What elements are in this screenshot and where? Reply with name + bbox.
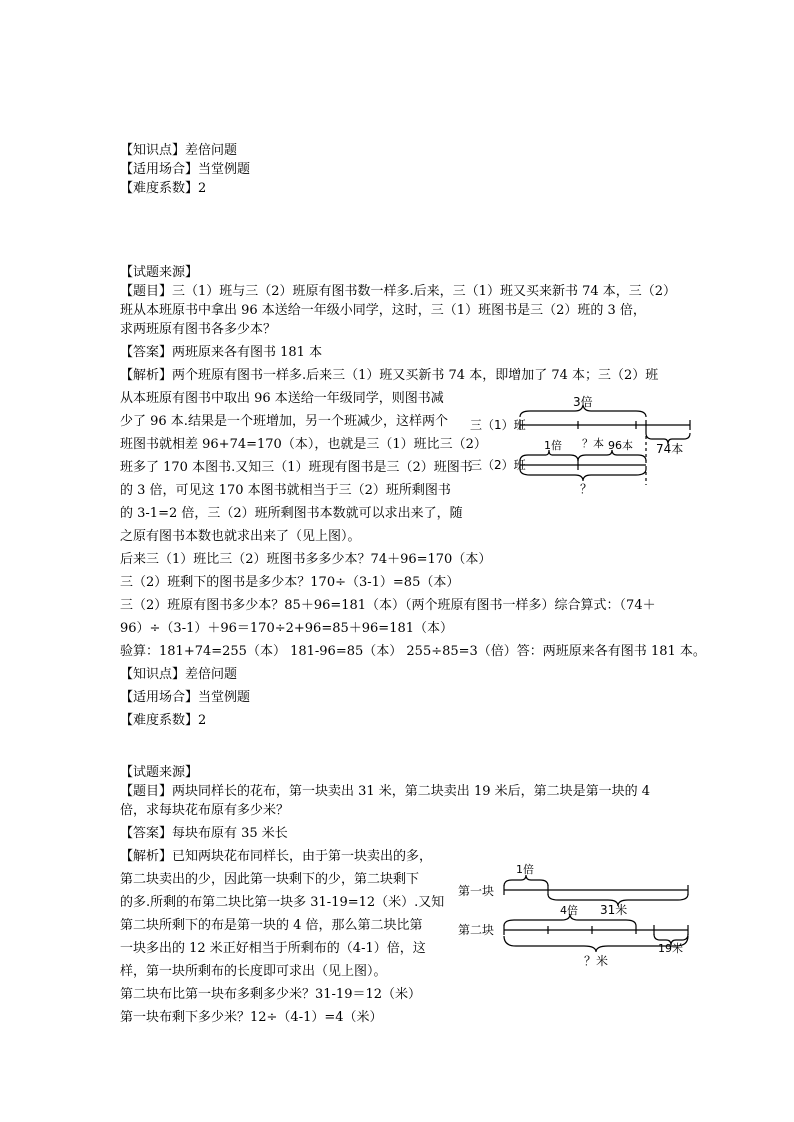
solution-step: 第二块布比第一块布多剩多少米？31-19＝12（米） <box>120 987 422 1002</box>
analysis-line: 少了 96 本.结果是一个班增加，另一个班减少，这样两个 <box>120 414 448 429</box>
solution-step: 第一块布剩下多少米？12÷（4-1）=4（米） <box>120 1010 383 1025</box>
analysis-line: 【解析】已知两块花布同样长，由于第一块卖出的多， <box>120 849 433 864</box>
brace-total <box>520 469 646 481</box>
question-line: 【题目】两块同样长的花布，第一块卖出 31 米，第二块卖出 19 米后，第二块是第一块的 4 <box>120 784 651 799</box>
solution-step: 三（2）班剩下的图书是多少本？170÷（3-1）=85（本） <box>120 575 460 590</box>
label-74: 74本 <box>656 442 684 456</box>
row2-label: 三（2）班 <box>470 458 526 472</box>
label-1x: 1倍 <box>544 439 562 452</box>
analysis-line: 班图书就相差 96+74=170（本），也就是三（1）班比三（2） <box>120 437 487 452</box>
analysis-line: 第二块卖出的少，因此第一块剩下的少，第二块剩下 <box>120 872 420 887</box>
question-line: 求两班原有图书各多少本？ <box>120 322 277 337</box>
row2-label: 第二块 <box>458 923 495 937</box>
label-3x: 3倍 <box>573 395 593 409</box>
source-label: 【试题来源】 <box>120 765 199 780</box>
difficulty: 【难度系数】2 <box>120 181 207 196</box>
answer-line: 【答案】每块布原有 35 米长 <box>120 826 288 841</box>
analysis-line: 样，第一块所剩布的长度即可求出（见上图）。 <box>120 964 387 979</box>
applicable-scene: 【适用场合】当堂例题 <box>120 690 251 705</box>
label-96: 96本 <box>608 439 633 452</box>
source-label: 【试题来源】 <box>120 265 199 280</box>
label-q-ben: ？本 <box>582 437 604 450</box>
brace-1x <box>504 875 548 886</box>
label-31: 31米 <box>600 903 628 917</box>
solution-step: 96）÷（3-1）＋96＝170÷2+96=85＋96=181（本） <box>120 621 454 636</box>
solution-step: 三（2）班原有图书多少本？85＋96=181（本）（两个班原有图书一样多）综合算式：（74＋ <box>120 598 656 613</box>
line-segment-diagram-2 <box>458 862 698 972</box>
label-19: 19米 <box>658 942 683 955</box>
analysis-line: 的 3-1=2 倍，三（2）班所剩图书本数就可以求出来了，随 <box>120 506 463 521</box>
analysis-line: 的 3 倍，可见这 170 本图书就相当于三（2）班所剩图书 <box>120 483 451 498</box>
question-line: 班从本班原书中拿出 96 本送给一年级小同学，这时，三（1）班图书是三（2）班的 3 倍， <box>120 303 646 318</box>
analysis-line: 第二块所剩下的布是第一块的 4 倍，那么第二块比第 <box>120 918 423 933</box>
analysis-line: 之原有图书本数也就求出来了（见上图）。 <box>120 529 361 544</box>
difficulty: 【难度系数】2 <box>120 713 207 728</box>
label-1x: 1倍 <box>516 863 534 876</box>
answer-line: 【答案】两班原来各有图书 181 本 <box>120 345 323 360</box>
analysis-line: 一块多出的 12 米正好相当于所剩布的（4-1）倍，这 <box>120 941 426 956</box>
analysis-line: 【解析】两个班原有图书一样多.后来三（1）班又买新书 74 本，即增加了 74 本；三（2）班 <box>120 368 659 383</box>
row1-label: 三（1）班 <box>470 418 526 432</box>
analysis-line: 从本班原有图书中取出 96 本送给一年级同学，则图书减 <box>120 391 444 406</box>
question-line: 倍，求每块花布原有多少米？ <box>120 803 290 818</box>
label-4x: 4倍 <box>560 904 578 917</box>
row1-label: 第一块 <box>458 884 495 898</box>
applicable-scene: 【适用场合】当堂例题 <box>120 162 251 177</box>
knowledge-point: 【知识点】差倍问题 <box>120 143 238 158</box>
label-q: ？ <box>580 482 593 496</box>
question-line: 【题目】三（1）班与三（2）班原有图书数一样多.后来，三（1）班又买来新书 74 本，三（2） <box>120 284 677 299</box>
knowledge-point: 【知识点】差倍问题 <box>120 667 238 682</box>
analysis-line: 的多.所剩的布第二块比第一块多 31-19=12（米）.又知 <box>120 895 445 910</box>
verification-line: 验算：181+74=255（本） 181-96=85（本） 255÷85=3（倍）答：两班原来各有图书 181 本。 <box>120 644 706 659</box>
analysis-line: 班多了 170 本图书.又知三（1）班现有图书是三（2）班图书 <box>120 460 473 475</box>
solution-step: 后来三（1）班比三（2）班图书多多少本？74＋96=170（本） <box>120 552 492 567</box>
label-q: ？米 <box>584 954 609 968</box>
line-segment-diagram-1 <box>470 395 700 505</box>
